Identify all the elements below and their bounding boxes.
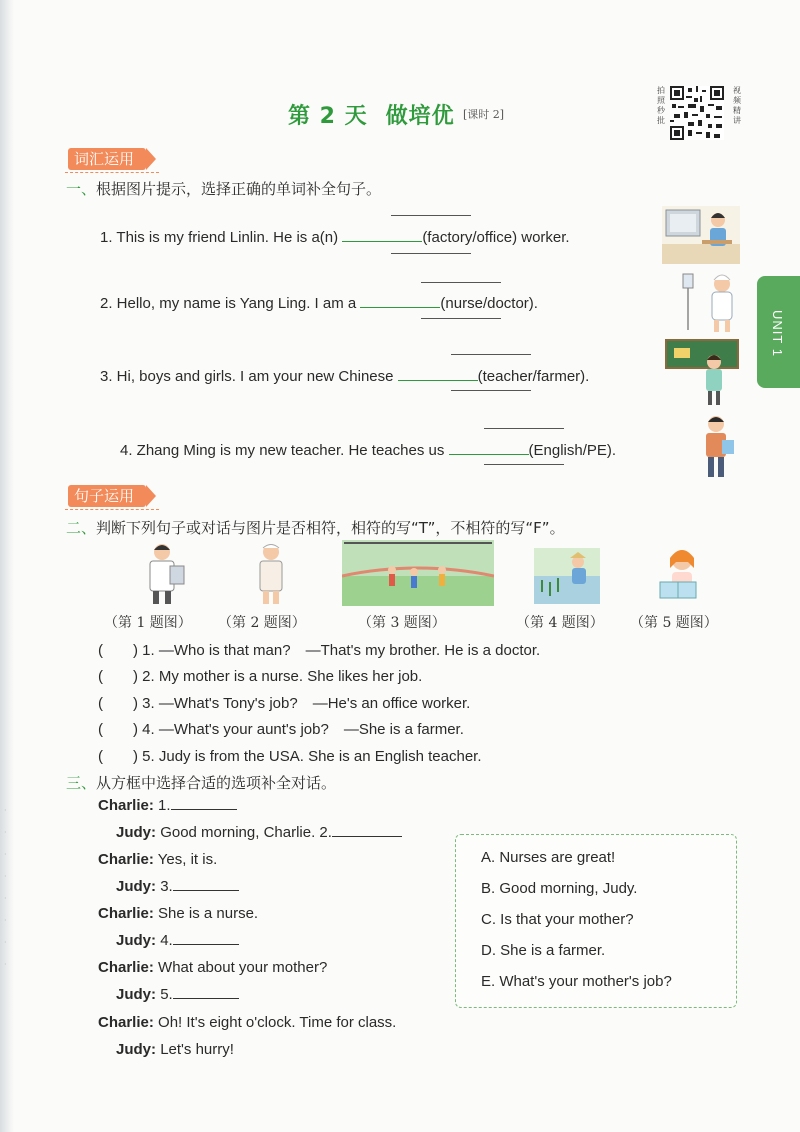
caption-3: （第 3 题图） (358, 615, 446, 631)
writing-line (484, 464, 564, 465)
speaker: Charlie: (98, 959, 154, 976)
dialogue-text: Let's hurry! (160, 1041, 234, 1058)
speaker: Charlie: (98, 851, 154, 868)
section-heading-3 (66, 772, 336, 793)
option-e: E. What's your mother's job? (481, 973, 672, 990)
badge-vocab: 词汇运用 (68, 148, 146, 170)
qr-block[interactable] (656, 86, 742, 140)
answer-paren-5[interactable]: ( ) (98, 748, 138, 765)
question-5-image (648, 542, 712, 606)
judge-text-1: 1. —Who is that man? —That's my brother. He is a doctor. (142, 642, 541, 659)
dialogue-text: Good morning, Charlie. 2. (160, 824, 332, 841)
unit-tab[interactable] (757, 276, 800, 388)
dialogue-line-1 (98, 797, 237, 814)
option-c: C. Is that your mother? (481, 911, 634, 928)
judge-text-3: 3. —What's Tony's job? —He's an office worker. (142, 695, 471, 712)
section-num-2: 二、 (66, 519, 97, 537)
vocab-item-4-after: (English/PE). (528, 442, 617, 459)
judge-item-3 (98, 692, 470, 713)
dialogue-blank-2[interactable] (332, 824, 402, 837)
dialogue-line-5 (98, 905, 258, 922)
answer-blank-3[interactable] (398, 366, 478, 381)
dialogue-line-9 (98, 1014, 396, 1031)
answer-blank-4[interactable] (449, 440, 529, 455)
dialogue-line-10 (116, 1041, 234, 1058)
qr-left-label: 拍照秒批 (657, 86, 665, 125)
vocab-item-4 (120, 440, 616, 459)
answer-paren-4[interactable]: ( ) (98, 721, 138, 738)
vocab-item-2 (100, 293, 538, 312)
dialogue-line-3 (98, 851, 217, 868)
page-title (288, 99, 455, 130)
dialogue-text: What about your mother? (158, 959, 328, 976)
speaker: Judy: (116, 1041, 157, 1058)
option-d: D. She is a farmer. (481, 942, 606, 959)
vocab-item-3-before: 3. Hi, boys and girls. I am your new Chinese (100, 368, 394, 385)
dialogue-blank-1[interactable] (171, 797, 237, 810)
writing-line (451, 390, 531, 391)
title-main: 做培优 (385, 104, 455, 129)
section-num-3: 三、 (66, 774, 97, 792)
judge-text-2: 2. My mother is a nurse. She likes her job. (142, 668, 423, 685)
qr-code-icon[interactable] (670, 86, 724, 140)
speaker: Charlie: (98, 905, 154, 922)
section-num-1: 一、 (66, 180, 97, 198)
writing-line (484, 428, 564, 429)
vocab-item-2-after: (nurse/doctor). (440, 295, 538, 312)
dialogue-blank-3[interactable] (173, 878, 239, 891)
teacher-image (664, 338, 740, 408)
section-text-2: 判断下列句子或对话与图片是否相符，相符的写“T”，不相符的写“F”。 (96, 519, 565, 537)
caption-4: （第 4 题图） (516, 615, 604, 631)
question-3-image (342, 540, 494, 606)
answer-paren-3[interactable]: ( ) (98, 695, 138, 712)
judge-text-4: 4. —What's your aunt's job? —She is a farmer. (142, 721, 464, 738)
section-heading-2 (66, 517, 565, 538)
answer-blank-1[interactable] (342, 227, 422, 242)
unit-tab-label: UNIT 1 (770, 310, 785, 357)
vocab-item-1-before: 1. This is my friend Linlin. He is a(n) (100, 229, 339, 246)
writing-line (391, 253, 471, 254)
writing-line (421, 282, 501, 283)
dialogue-line-8 (116, 986, 239, 1003)
judge-item-5 (98, 745, 482, 766)
dialogue-text: She is a nurse. (158, 905, 259, 922)
options-box (455, 834, 737, 1008)
speaker: Judy: (116, 878, 157, 895)
lesson-tag: [课时 2] (463, 108, 505, 121)
vocab-item-4-before: 4. Zhang Ming is my new teacher. He teaches us (120, 442, 445, 459)
answer-paren-1[interactable]: ( ) (98, 642, 138, 659)
answer-paren-2[interactable]: ( ) (98, 668, 138, 685)
vocab-item-3-after: (teacher/farmer). (477, 368, 590, 385)
title-day: 第 2 天 (288, 104, 368, 129)
speaker: Charlie: (98, 797, 154, 814)
writing-line (421, 318, 501, 319)
writing-line (451, 354, 531, 355)
vocab-item-3 (100, 366, 589, 385)
qr-right-label: 视频精讲 (733, 86, 741, 125)
dialogue-line-4 (116, 878, 239, 895)
dialogue-text: 1. (158, 797, 171, 814)
dialogue-blank-4[interactable] (173, 932, 239, 945)
dialogue-text: 4. (160, 932, 173, 949)
speaker: Judy: (116, 986, 157, 1003)
speaker: Judy: (116, 932, 157, 949)
dialogue-blank-5[interactable] (173, 986, 239, 999)
badge-sentence: 句子运用 (68, 485, 146, 507)
caption-1: （第 1 题图） (104, 615, 192, 631)
dialogue-text: 3. (160, 878, 173, 895)
speaker: Charlie: (98, 1014, 154, 1031)
vocab-item-1-after: (factory/office) worker. (422, 229, 570, 246)
dialogue-line-7 (98, 959, 327, 976)
answer-blank-2[interactable] (360, 293, 440, 308)
dialogue-text: Oh! It's eight o'clock. Time for class. (158, 1014, 397, 1031)
speaker: Judy: (116, 824, 157, 841)
margin-dots: · · · · · · · · (4, 806, 7, 969)
vocab-item-1 (100, 227, 570, 246)
judge-item-2 (98, 665, 422, 686)
dialogue-line-2 (116, 824, 402, 841)
section-text-1: 根据图片提示，选择正确的单词补全句子。 (96, 180, 382, 198)
question-2-image (247, 540, 295, 606)
judge-text-5: 5. Judy is from the USA. She is an English teacher. (142, 748, 482, 765)
caption-2: （第 2 题图） (218, 615, 306, 631)
option-b: B. Good morning, Judy. (481, 880, 638, 897)
male-teacher-image (692, 412, 742, 480)
option-a: A. Nurses are great! (481, 849, 616, 866)
section-heading-1 (66, 178, 381, 199)
dialogue-text: Yes, it is. (157, 851, 218, 868)
question-4-image (534, 548, 600, 604)
writing-line (391, 215, 471, 216)
section-text-3: 从方框中选择合适的选项补全对话。 (96, 774, 337, 792)
judge-item-1 (98, 639, 540, 660)
dialogue-text: 5. (160, 986, 173, 1003)
nurse-image (680, 270, 742, 334)
dialogue-line-6 (116, 932, 239, 949)
judge-item-4 (98, 718, 464, 739)
question-1-image (136, 540, 196, 606)
office-worker-image (662, 206, 740, 264)
vocab-item-2-before: 2. Hello, my name is Yang Ling. I am a (100, 295, 357, 312)
caption-5: （第 5 题图） (630, 615, 718, 631)
